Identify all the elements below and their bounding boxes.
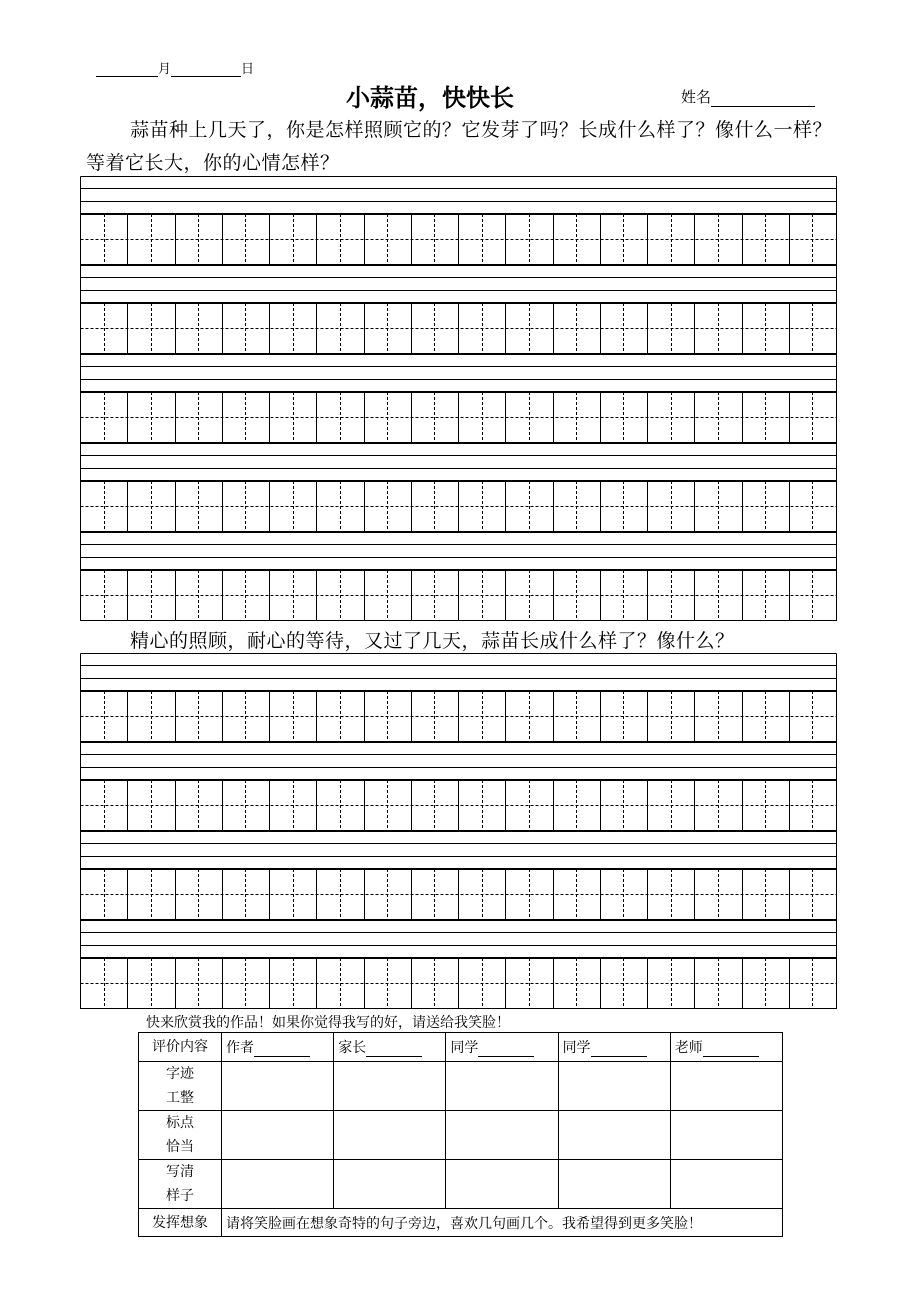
writing-grid-first[interactable] <box>80 176 837 621</box>
score-cell[interactable] <box>558 1111 670 1160</box>
day-blank[interactable] <box>171 63 241 77</box>
criterion-row <box>139 1160 783 1209</box>
writing-grid-second-svg <box>80 653 837 1009</box>
imagination-label: 发挥想象 <box>139 1209 222 1237</box>
evaluator-classmate-1[interactable]: 同学 <box>446 1033 558 1062</box>
writing-grid-second[interactable] <box>80 653 837 1009</box>
second-prompt: 精心的照顾，耐心的等待，又过了几天，蒜苗长成什么样了？像什么？ <box>130 630 735 652</box>
parent-signature-blank[interactable] <box>366 1042 422 1057</box>
score-cell[interactable] <box>222 1160 334 1209</box>
evaluation-header-label: 评价内容 <box>139 1033 222 1062</box>
criterion-row <box>139 1062 783 1111</box>
name-line <box>681 86 815 107</box>
criterion-label: 字迹 工整 <box>139 1062 222 1111</box>
score-cell[interactable] <box>334 1062 446 1111</box>
score-cell[interactable] <box>222 1111 334 1160</box>
date-line <box>96 58 254 77</box>
evaluator-teacher[interactable]: 老师 <box>670 1033 782 1062</box>
worksheet-title: 小蒜苗，快快长 <box>346 83 514 112</box>
imagination-row <box>139 1209 783 1237</box>
score-cell[interactable] <box>670 1062 782 1111</box>
teacher-signature-blank[interactable] <box>703 1042 759 1057</box>
classmate-2-signature-blank[interactable] <box>591 1042 647 1057</box>
month-label: 月 <box>158 62 172 77</box>
evaluation-table <box>138 1032 783 1237</box>
imagination-instruction: 请将笑脸画在想象奇特的句子旁边，喜欢几句画几个。我希望得到更多笑脸！ <box>222 1209 783 1237</box>
score-cell[interactable] <box>334 1160 446 1209</box>
score-cell[interactable] <box>222 1062 334 1111</box>
score-cell[interactable] <box>558 1062 670 1111</box>
score-cell[interactable] <box>670 1160 782 1209</box>
evaluation-caption: 快来欣赏我的作品！如果你觉得我写的好，请送给我笑脸！ <box>146 1015 510 1031</box>
writing-grid-first-svg <box>80 176 837 621</box>
score-cell[interactable] <box>334 1111 446 1160</box>
criterion-label: 写清 样子 <box>139 1160 222 1209</box>
evaluation-header-row <box>139 1033 783 1062</box>
day-label: 日 <box>241 62 255 77</box>
classmate-1-signature-blank[interactable] <box>478 1042 534 1057</box>
evaluator-classmate-2[interactable]: 同学 <box>558 1033 670 1062</box>
name-blank[interactable] <box>711 91 815 107</box>
author-signature-blank[interactable] <box>254 1042 310 1057</box>
score-cell[interactable] <box>558 1160 670 1209</box>
score-cell[interactable] <box>670 1111 782 1160</box>
score-cell[interactable] <box>446 1111 558 1160</box>
evaluator-author[interactable]: 作者 <box>222 1033 334 1062</box>
score-cell[interactable] <box>446 1062 558 1111</box>
criterion-row <box>139 1111 783 1160</box>
name-label: 姓名 <box>681 88 712 106</box>
first-prompt: 蒜苗种上几天了，你是怎样照顾它的？它发芽了吗？长成什么样了？像什么一样？等着它长大，你的心情怎样？ <box>86 119 833 174</box>
criterion-label: 标点 恰当 <box>139 1111 222 1160</box>
score-cell[interactable] <box>446 1160 558 1209</box>
evaluator-parent[interactable]: 家长 <box>334 1033 446 1062</box>
month-blank[interactable] <box>96 63 158 77</box>
